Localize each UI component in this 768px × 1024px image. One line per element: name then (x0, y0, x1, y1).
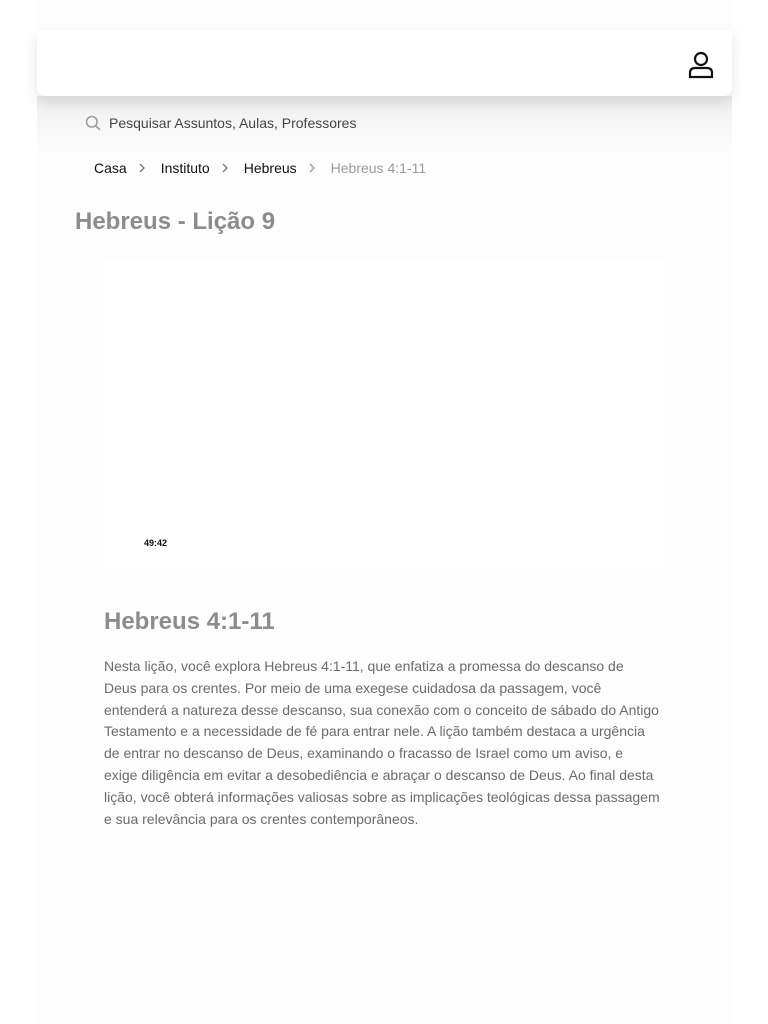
video-player[interactable] (104, 258, 664, 568)
search-input[interactable] (109, 113, 529, 133)
chevron-right-icon (307, 163, 317, 173)
chevron-right-icon (137, 163, 147, 173)
video-duration: 49:42 (144, 538, 168, 548)
breadcrumb-home[interactable]: Casa (94, 160, 127, 176)
search-icon (85, 115, 101, 131)
user-account-button[interactable] (688, 51, 714, 79)
page-title: Hebreus - Lição 9 (75, 208, 276, 235)
breadcrumb-instituto[interactable]: Instituto (160, 160, 210, 176)
chevron-right-icon (220, 163, 230, 173)
search-bar (37, 96, 732, 154)
breadcrumb-hebreus[interactable]: Hebreus (243, 160, 297, 176)
breadcrumb (94, 158, 426, 178)
lesson-description: Nesta lição, você explora Hebreus 4:1-11, que enfatiza a promessa do descanso de Deus para os crentes. Por meio de uma exegese cuidadosa da passagem, você entenderá a natureza desse descanso, sua conexão com o conceito de sábado do Antigo Testamento e a necessidade de fé para entrar nele. A lição também destaca a urgência de entrar no descanso de Deus, examinando o fracasso de Israel como um aviso, e exige diligência em evitar a desobediência e abraçar o descanso de Deus. Ao final desta lição, você obterá informações valiosas sobre as implicações teológicas dessa passagem e sua relevância para os crentes contemporâneos. (104, 658, 660, 827)
user-icon (688, 51, 714, 79)
breadcrumb-current: Hebreus 4:1-11 (330, 160, 427, 176)
lesson-title: Hebreus 4:1-11 (104, 608, 275, 635)
top-navigation-bar (37, 30, 732, 96)
